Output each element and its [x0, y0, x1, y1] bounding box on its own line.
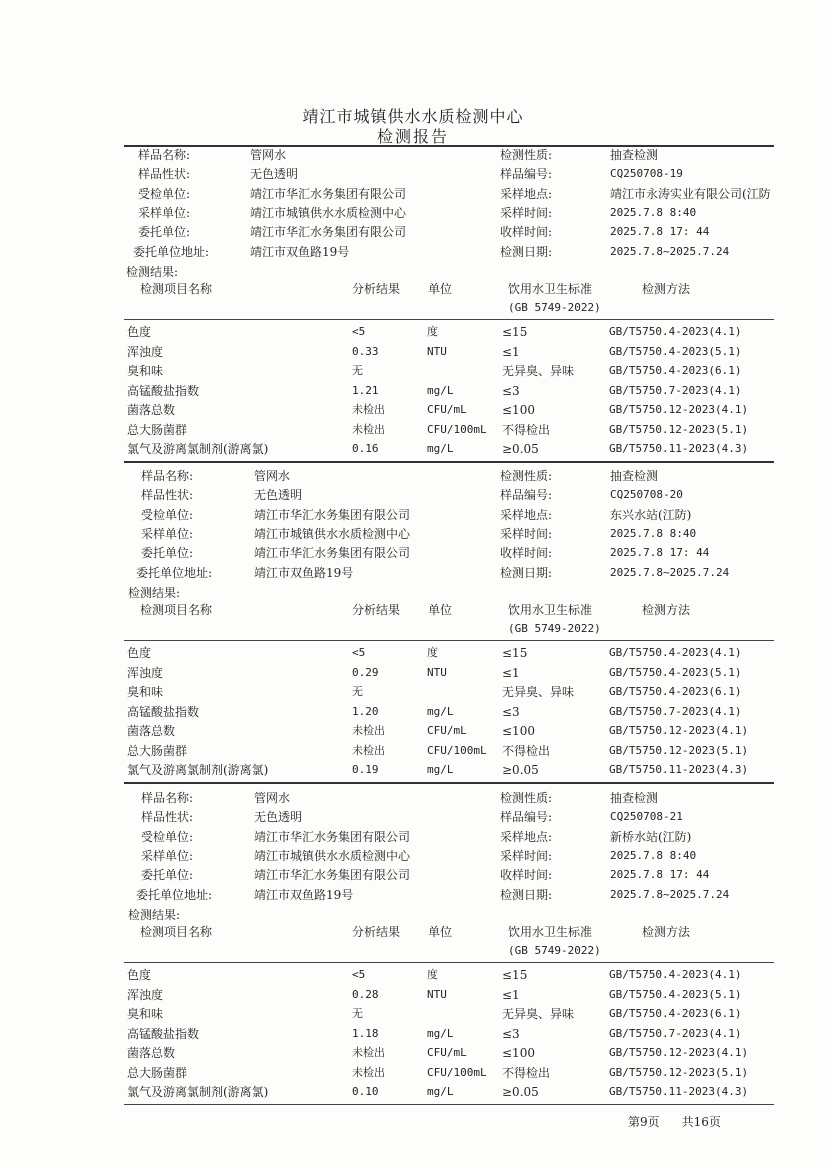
row-result: 未检出: [352, 1046, 385, 1059]
row-result: 未检出: [352, 1065, 385, 1079]
row-result: 0.19: [352, 763, 379, 776]
section-top-rule: [124, 145, 774, 147]
row-unit: NTU: [427, 987, 447, 1001]
row-unit: mg/L: [427, 763, 454, 776]
value-site: 东兴水站(江防): [610, 507, 692, 522]
col-std-header: 饮用水卫生标准: [508, 282, 593, 296]
row-method: GB/T5750.11-2023(4.3): [609, 763, 749, 776]
row-result: <5: [352, 646, 366, 659]
value-sample-no: CQ250708-19: [610, 167, 683, 181]
row-standard: ≤3: [502, 383, 520, 398]
value-address: 靖江市双鱼路19号: [254, 565, 354, 580]
row-unit: mg/L: [427, 1026, 454, 1040]
page-footer: [628, 1113, 743, 1130]
row-item: 臭和味: [127, 364, 164, 378]
row-item: 菌落总数: [127, 724, 176, 738]
row-method: GB/T5750.12-2023(5.1): [609, 1065, 749, 1079]
label-sampling-unit: 采样单位:: [138, 205, 191, 220]
value-sampling-unit: 靖江市城镇供水水质检测中心: [254, 526, 411, 541]
row-standard: ≥0.05: [502, 442, 539, 456]
header-rule: [124, 962, 774, 963]
col-result-header: 分析结果: [352, 603, 401, 617]
value-receive-time: 2025.7.8 17: 44: [610, 546, 710, 560]
row-unit: CFU/100mL: [427, 1065, 487, 1079]
label-receive-time: 收样时间:: [500, 868, 553, 883]
value-test-date: 2025.7.8~2025.7.24: [610, 565, 730, 579]
row-item: 氯气及游离氯制剂(游离氯): [127, 442, 269, 456]
value-client: 靖江市华汇水务集团有限公司: [250, 186, 407, 201]
row-unit: CFU/100mL: [427, 743, 487, 757]
row-method: GB/T5750.4-2023(6.1): [609, 364, 742, 377]
row-result: 0.16: [352, 442, 379, 455]
label-sampling-unit: 采样单位:: [141, 848, 194, 863]
row-result: 无: [352, 1007, 363, 1020]
row-method: GB/T5750.12-2023(5.1): [609, 422, 749, 436]
label-sample-no: 样品编号:: [500, 167, 553, 182]
row-standard: ≤3: [502, 704, 520, 719]
label-entrusting-unit: 委托单位:: [138, 225, 191, 240]
value-sample-no: CQ250708-20: [610, 488, 683, 502]
label-client: 受检单位:: [138, 186, 191, 201]
org-title: 靖江市城镇供水水质检测中心: [302, 107, 524, 126]
value-name: 管网水: [254, 791, 291, 805]
col-std-code-header: (GB 5749-2022): [508, 622, 601, 635]
label-sample-state: 样品性状:: [141, 810, 194, 825]
row-method: GB/T5750.12-2023(5.1): [609, 743, 749, 757]
value-test-date: 2025.7.8~2025.7.24: [610, 244, 730, 258]
label-entrusting-address: 委托单位地址:: [136, 887, 213, 902]
row-standard: ≤1: [502, 987, 520, 1002]
col-unit-header: 单位: [428, 282, 453, 296]
row-item: 氯气及游离氯制剂(游离氯): [127, 1085, 269, 1099]
row-unit: NTU: [427, 665, 447, 679]
row-standard: ≤1: [502, 665, 520, 680]
col-result-header: 分析结果: [352, 925, 401, 939]
label-sample-name: 样品名称:: [138, 148, 191, 162]
col-result-header: 分析结果: [352, 282, 401, 296]
row-method: GB/T5750.4-2023(4.1): [609, 325, 742, 338]
label-sample-no: 样品编号:: [500, 810, 553, 825]
row-method: GB/T5750.7-2023(4.1): [609, 1026, 742, 1040]
row-item: 色度: [127, 968, 152, 982]
row-standard: ≤15: [502, 325, 528, 339]
value-name: 管网水: [250, 148, 287, 162]
header-rule: [124, 319, 774, 320]
row-item: 色度: [127, 325, 152, 339]
row-standard: 不得检出: [502, 422, 551, 437]
row-standard: ≤15: [502, 968, 528, 982]
col-method-header: 检测方法: [642, 603, 691, 617]
row-standard: ≤1: [502, 344, 520, 359]
row-item: 浑浊度: [127, 344, 164, 359]
row-unit: mg/L: [427, 1085, 454, 1098]
label-receive-time: 收样时间:: [500, 546, 553, 561]
section-bottom-rule: [124, 461, 774, 463]
col-item-header: 检测项目名称: [140, 282, 213, 296]
value-test-date: 2025.7.8~2025.7.24: [610, 887, 730, 901]
label-entrusting-unit: 委托单位:: [141, 546, 194, 561]
row-result: 无: [352, 364, 363, 377]
col-std-code-header: (GB 5749-2022): [508, 301, 601, 314]
row-result: 1.21: [352, 383, 379, 397]
value-sample-no: CQ250708-21: [610, 810, 683, 824]
label-entrusting-address: 委托单位地址:: [133, 244, 210, 259]
row-result: 未检出: [352, 403, 385, 416]
label-test-type: 检测性质:: [500, 469, 553, 483]
col-method-header: 检测方法: [642, 925, 691, 939]
row-item: 臭和味: [127, 1007, 164, 1021]
section-bottom-rule: [124, 1104, 774, 1105]
row-unit: NTU: [427, 344, 447, 358]
row-item: 高锰酸盐指数: [127, 383, 200, 398]
row-item: 浑浊度: [127, 987, 164, 1002]
row-standard: ≥0.05: [502, 763, 539, 777]
row-unit: mg/L: [427, 383, 454, 397]
value-test-type: 抽查检测: [610, 791, 659, 805]
value-client: 靖江市华汇水务集团有限公司: [254, 507, 411, 522]
value-site: 新桥水站(江防): [610, 829, 692, 844]
label-test-date: 检测日期:: [500, 565, 553, 580]
label-entrusting-address: 委托单位地址:: [136, 565, 213, 580]
row-item: 高锰酸盐指数: [127, 704, 200, 719]
row-result: 1.20: [352, 704, 379, 718]
row-method: GB/T5750.4-2023(5.1): [609, 987, 742, 1001]
results-label: 检测结果:: [126, 265, 179, 279]
row-item: 菌落总数: [127, 403, 176, 417]
col-unit-header: 单位: [428, 603, 453, 617]
row-standard: ≤3: [502, 1026, 520, 1041]
page-total: 共16页: [681, 1115, 721, 1129]
row-standard: 不得检出: [502, 743, 551, 758]
col-item-header: 检测项目名称: [140, 925, 213, 939]
row-method: GB/T5750.11-2023(4.3): [609, 442, 749, 455]
row-method: GB/T5750.12-2023(4.1): [609, 724, 749, 737]
value-sampling-unit: 靖江市城镇供水水质检测中心: [254, 848, 411, 863]
row-result: 未检出: [352, 724, 385, 737]
label-client: 受检单位:: [141, 829, 194, 844]
results-label: 检测结果:: [128, 586, 181, 600]
row-unit: CFU/mL: [427, 403, 467, 416]
row-result: 0.29: [352, 665, 379, 679]
label-sample-state: 样品性状:: [138, 167, 191, 182]
value-receive-time: 2025.7.8 17: 44: [610, 225, 710, 239]
label-sample-state: 样品性状:: [141, 488, 194, 503]
value-sampling-unit: 靖江市城镇供水水质检测中心: [250, 205, 407, 220]
label-receive-time: 收样时间:: [500, 225, 553, 240]
row-result: <5: [352, 968, 366, 981]
label-sampling-time: 采样时间:: [500, 848, 553, 863]
col-method-header: 检测方法: [642, 282, 691, 296]
label-sampling-site: 采样地点:: [500, 186, 553, 201]
section-bottom-rule: [124, 782, 774, 784]
value-state: 无色透明: [254, 810, 303, 825]
page-number: 第9页: [628, 1115, 660, 1129]
col-std-code-header: (GB 5749-2022): [508, 944, 601, 957]
label-test-date: 检测日期:: [500, 887, 553, 902]
label-sampling-unit: 采样单位:: [141, 526, 194, 541]
row-unit: mg/L: [427, 442, 454, 455]
row-item: 总大肠菌群: [127, 422, 188, 437]
row-unit: mg/L: [427, 704, 454, 718]
row-result: <5: [352, 325, 366, 338]
row-unit: 度: [427, 646, 438, 659]
value-state: 无色透明: [254, 488, 303, 503]
value-name: 管网水: [254, 469, 291, 483]
value-sampling-time: 2025.7.8 8:40: [610, 526, 697, 540]
value-sampling-time: 2025.7.8 8:40: [610, 205, 697, 219]
row-result: 0.33: [352, 344, 379, 358]
label-test-type: 检测性质:: [500, 791, 553, 805]
row-method: GB/T5750.4-2023(4.1): [609, 646, 742, 659]
row-standard: ≤100: [502, 1046, 535, 1060]
row-result: 0.10: [352, 1085, 379, 1098]
row-unit: CFU/mL: [427, 724, 467, 737]
row-method: GB/T5750.12-2023(4.1): [609, 1046, 749, 1059]
row-result: 1.18: [352, 1026, 379, 1040]
row-result: 无: [352, 685, 363, 698]
label-test-date: 检测日期:: [500, 244, 553, 259]
label-sample-name: 样品名称:: [141, 791, 194, 805]
row-item: 色度: [127, 646, 152, 660]
row-result: 0.28: [352, 987, 379, 1001]
row-item: 氯气及游离氯制剂(游离氯): [127, 763, 269, 777]
value-entrusting-unit: 靖江市华汇水务集团有限公司: [254, 546, 411, 561]
row-method: GB/T5750.4-2023(5.1): [609, 665, 742, 679]
value-site: 靖江市永涛实业有限公司(江防: [610, 186, 771, 201]
label-sampling-site: 采样地点:: [500, 507, 553, 522]
row-unit: CFU/mL: [427, 1046, 467, 1059]
row-method: GB/T5750.7-2023(4.1): [609, 383, 742, 397]
row-standard: 无异臭、异味: [502, 364, 575, 378]
row-standard: 无异臭、异味: [502, 1007, 575, 1021]
label-sample-name: 样品名称:: [141, 469, 194, 483]
value-receive-time: 2025.7.8 17: 44: [610, 868, 710, 882]
row-item: 菌落总数: [127, 1046, 176, 1060]
value-sampling-time: 2025.7.8 8:40: [610, 848, 697, 862]
row-item: 臭和味: [127, 685, 164, 699]
row-item: 浑浊度: [127, 665, 164, 680]
col-unit-header: 单位: [428, 925, 453, 939]
row-standard: ≥0.05: [502, 1085, 539, 1099]
label-test-type: 检测性质:: [500, 148, 553, 162]
label-entrusting-unit: 委托单位:: [141, 868, 194, 883]
row-method: GB/T5750.4-2023(4.1): [609, 968, 742, 981]
row-method: GB/T5750.7-2023(4.1): [609, 704, 742, 718]
row-result: 未检出: [352, 743, 385, 757]
row-method: GB/T5750.4-2023(5.1): [609, 344, 742, 358]
row-item: 总大肠菌群: [127, 1065, 188, 1080]
label-client: 受检单位:: [141, 507, 194, 522]
value-entrusting-unit: 靖江市华汇水务集团有限公司: [250, 225, 407, 240]
col-std-header: 饮用水卫生标准: [508, 925, 593, 939]
row-method: GB/T5750.4-2023(6.1): [609, 685, 742, 698]
row-unit: CFU/100mL: [427, 422, 487, 436]
col-std-header: 饮用水卫生标准: [508, 603, 593, 617]
row-item: 高锰酸盐指数: [127, 1026, 200, 1041]
row-item: 总大肠菌群: [127, 743, 188, 758]
value-entrusting-unit: 靖江市华汇水务集团有限公司: [254, 868, 411, 883]
value-test-type: 抽查检测: [610, 148, 659, 162]
label-sampling-time: 采样时间:: [500, 526, 553, 541]
label-sampling-site: 采样地点:: [500, 829, 553, 844]
value-state: 无色透明: [250, 167, 299, 182]
report-title: 检测报告: [376, 127, 449, 146]
row-standard: 无异臭、异味: [502, 685, 575, 699]
row-standard: ≤100: [502, 724, 535, 738]
row-standard: ≤100: [502, 403, 535, 417]
value-address: 靖江市双鱼路19号: [254, 887, 354, 902]
row-method: GB/T5750.12-2023(4.1): [609, 403, 749, 416]
value-test-type: 抽查检测: [610, 469, 659, 483]
value-client: 靖江市华汇水务集团有限公司: [254, 829, 411, 844]
col-item-header: 检测项目名称: [140, 603, 213, 617]
results-label: 检测结果:: [128, 908, 181, 922]
header-rule: [124, 640, 774, 641]
row-method: GB/T5750.11-2023(4.3): [609, 1085, 749, 1098]
row-unit: 度: [427, 968, 438, 981]
row-standard: ≤15: [502, 646, 528, 660]
label-sample-no: 样品编号:: [500, 488, 553, 503]
row-method: GB/T5750.4-2023(6.1): [609, 1007, 742, 1020]
row-unit: 度: [427, 325, 438, 338]
row-standard: 不得检出: [502, 1065, 551, 1080]
value-address: 靖江市双鱼路19号: [250, 244, 350, 259]
row-result: 未检出: [352, 422, 385, 436]
label-sampling-time: 采样时间:: [500, 205, 553, 220]
